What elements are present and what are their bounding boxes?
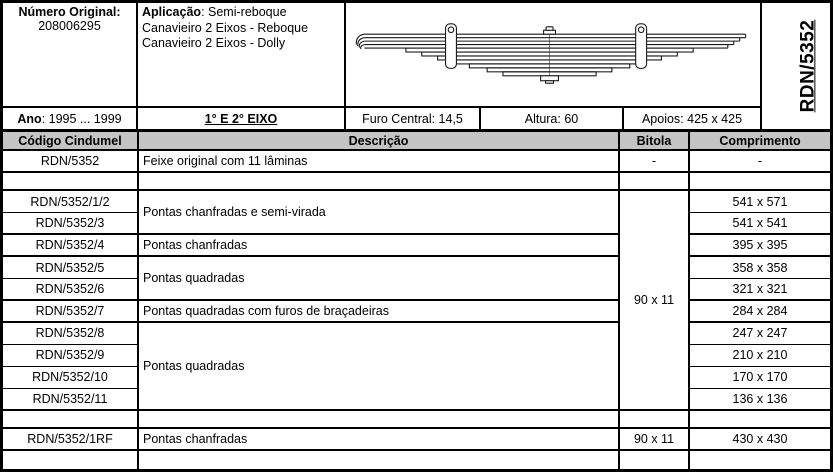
descricao-cell: Pontas chanfradas [138, 234, 619, 256]
ano-text [17, 112, 121, 126]
empty-row [3, 450, 830, 469]
bitola-cell: 90 x 11 [619, 190, 689, 410]
bitola-cell [619, 172, 689, 190]
eixo-text: 1° E 2° EIXO [204, 111, 278, 126]
comprimento-cell: 170 x 170 [689, 366, 830, 388]
col-header-descricao: Descrição [138, 132, 619, 150]
table-row [3, 428, 830, 450]
aplicacao-cell [138, 3, 346, 108]
table-row [3, 190, 830, 212]
codigo-cell: RDN/5352/5 [3, 256, 138, 278]
comprimento-cell: - [689, 150, 830, 172]
comprimento-cell [689, 450, 830, 469]
descricao-cell: Pontas quadradas com furos de braçadeiras [138, 300, 619, 322]
numero-original-label: Número Original: [18, 5, 121, 19]
descricao-cell [138, 450, 619, 469]
bitola-cell: 90 x 11 [619, 428, 689, 450]
codigo-cell [3, 450, 138, 469]
drawing-cell [346, 3, 760, 108]
furo-central-cell: Furo Central: 14,5 [346, 108, 481, 129]
bitola-cell: - [619, 150, 689, 172]
aplicacao-value: : Semi-reboque [201, 5, 287, 19]
table-row [3, 300, 830, 322]
aplicacao-label: Aplicação [142, 5, 202, 19]
codigo-cell [3, 172, 138, 190]
altura-cell: Altura: 60 [481, 108, 624, 129]
comprimento-cell: 247 x 247 [689, 322, 830, 344]
table-header-row [3, 132, 830, 150]
descricao-cell: Pontas chanfradas [138, 428, 619, 450]
descricao-cell [138, 410, 619, 428]
codigo-cell: RDN/5352/11 [3, 388, 138, 410]
codigo-cell: RDN/5352/8 [3, 322, 138, 344]
col-header-comprimento: Comprimento [689, 132, 830, 150]
codigo-cell: RDN/5352/9 [3, 344, 138, 366]
ano-cell [3, 108, 138, 129]
col-header-codigo: Código Cindumel [3, 132, 138, 150]
table-row [3, 150, 830, 172]
codigo-cell: RDN/5352/10 [3, 366, 138, 388]
col-header-bitola: Bitola [619, 132, 689, 150]
codigo-cell: RDN/5352/1RF [3, 428, 138, 450]
codigo-cell: RDN/5352/6 [3, 278, 138, 300]
comprimento-cell: 210 x 210 [689, 344, 830, 366]
comprimento-cell: 284 x 284 [689, 300, 830, 322]
comprimento-cell: 136 x 136 [689, 388, 830, 410]
table-row [3, 322, 830, 344]
descricao-cell [138, 172, 619, 190]
numero-original-cell [3, 3, 138, 108]
ano-label: Ano [17, 111, 42, 126]
descricao-cell: Pontas quadradas [138, 322, 619, 410]
part-code-vertical-cell [760, 3, 833, 129]
aplicacao-line-1 [142, 5, 340, 21]
comprimento-cell: 395 x 395 [689, 234, 830, 256]
descricao-cell: Pontas quadradas [138, 256, 619, 300]
parts-table [3, 132, 830, 469]
comprimento-cell [689, 172, 830, 190]
comprimento-cell: 321 x 321 [689, 278, 830, 300]
aplicacao-line-2: Canavieiro 2 Eixos - Reboque [142, 20, 309, 35]
apoios-cell: Apoios: 425 x 425 [641, 111, 743, 126]
eixo-cell [138, 108, 346, 129]
codigo-cell: RDN/5352/4 [3, 234, 138, 256]
codigo-cell: RDN/5352 [3, 150, 138, 172]
comprimento-cell [689, 410, 830, 428]
table-row [3, 234, 830, 256]
comprimento-cell: 541 x 571 [689, 190, 830, 212]
parts-table-wrap [3, 132, 830, 469]
comprimento-cell: 358 x 358 [689, 256, 830, 278]
header-section [3, 3, 830, 132]
numero-original-value: 208006295 [38, 19, 101, 33]
empty-row [3, 410, 830, 428]
descricao-cell: Pontas chanfradas e semi-virada [138, 190, 619, 234]
part-code-vertical: RDN/5352 [797, 19, 819, 113]
descricao-cell: Feixe original com 11 lâminas [138, 150, 619, 172]
codigo-cell: RDN/5352/3 [3, 212, 138, 234]
empty-row [3, 172, 830, 190]
leaf-spring-diagram [346, 3, 760, 106]
codigo-cell: RDN/5352/7 [3, 300, 138, 322]
codigo-cell: RDN/5352/1/2 [3, 190, 138, 212]
bitola-cell [619, 450, 689, 469]
table-row [3, 256, 830, 278]
codigo-cell [3, 410, 138, 428]
ano-value: : 1995 ... 1999 [41, 111, 122, 126]
bitola-cell [619, 410, 689, 428]
comprimento-cell: 541 x 541 [689, 212, 830, 234]
aplicacao-line-3: Canavieiro 2 Eixos - Dolly [142, 36, 286, 51]
comprimento-cell: 430 x 430 [689, 428, 830, 450]
